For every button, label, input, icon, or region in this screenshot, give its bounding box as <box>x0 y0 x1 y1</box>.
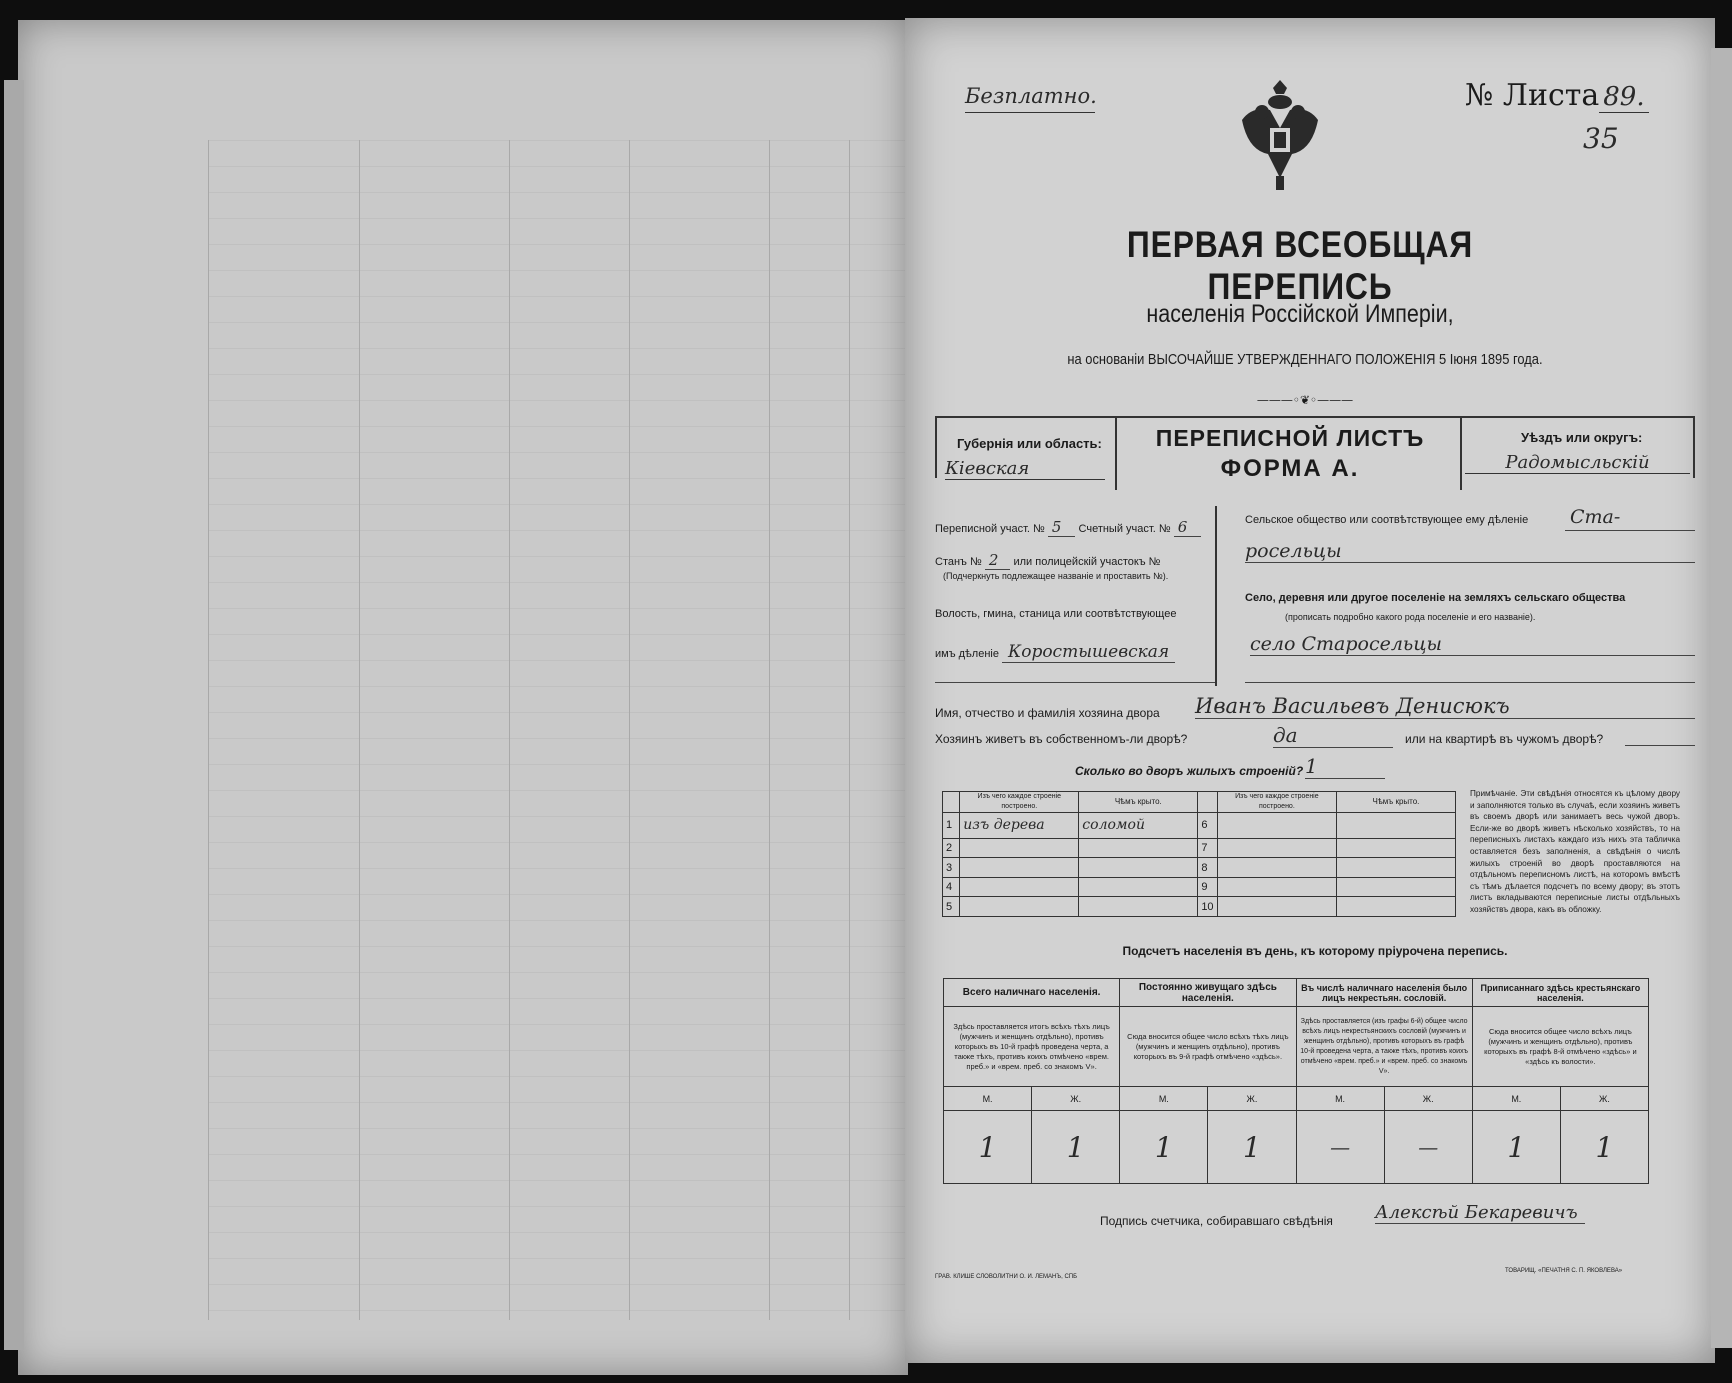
group-title: Постоянно живущаго здѣсь населенія. <box>1120 979 1296 1007</box>
row-number: 4 <box>943 877 960 897</box>
count-value: 1 <box>1032 1111 1120 1184</box>
male-label: М. <box>1472 1087 1560 1111</box>
left-page <box>18 20 908 1375</box>
table-row <box>943 877 1456 897</box>
table-row <box>943 838 1456 858</box>
female-label: Ж. <box>1032 1087 1120 1111</box>
group-title: Въ числѣ наличнаго населенія было лицъ некрестьян. сословій. <box>1296 979 1472 1007</box>
coat-of-arms-icon <box>1230 80 1330 192</box>
buildings-value: 1 <box>1305 754 1385 779</box>
male-label: М. <box>944 1087 1032 1111</box>
uezd-label: Уѣздъ или округъ: <box>1521 430 1643 445</box>
gubernia-label: Губернія или область: <box>957 436 1102 451</box>
village-note: (прописать подробно какого рода поселеніе и его названіе). <box>1285 612 1536 622</box>
built-value: изъ дерева <box>960 813 1079 839</box>
table-row <box>943 897 1456 917</box>
row-number: 5 <box>943 897 960 917</box>
box-edge <box>1460 418 1462 490</box>
gubernia-value: Кіевская <box>945 458 1105 480</box>
row-number: 9 <box>1198 877 1218 897</box>
note-text: Примѣчаніе. Эти свѣдѣнія относятся къ цѣлому двору и заполняются только въ случаѣ, если хозяинъ живетъ въ своемъ дворѣ или занимаетъ весь чужой дворъ. Если-же во дворѣ живетъ нѣсколько хозяйствъ, то на переписныхъ листахъ каждаго изъ нихъ эта табличка оставляется безъ заполненія, а свѣдѣнія о числѣ жилыхъ строеній во дворѣ проставляются на отдѣльномъ переписномъ листѣ, на которомъ вмѣстѣ съ тѣмъ дѣлается подсчетъ по всему двору; въ этотъ листъ вкладываются переписные листы отдѣльныхъ хозяйствъ двора, какъ въ обложку. <box>1470 789 1680 914</box>
ornament-divider: ———◦❦◦——— <box>1256 393 1354 407</box>
stan-label: Станъ № <box>935 556 982 568</box>
count-value: — <box>1384 1111 1472 1184</box>
rent-label: или на квартирѣ въ чужомъ дворѣ? <box>1405 732 1604 746</box>
society-value1: Ста- <box>1570 506 1621 528</box>
group-desc: Здѣсь проставляется (изъ графы 6-й) общее число всѣхъ лицъ некрестьянскихъ сословій (мужчинъ и женщинъ отдѣльно), противъ которыхъ въ графѣ 10-й проведена черта, а также тѣхъ, противъ коихъ отмѣчено «врем. преб.» и «врем. преб. со знакомъ V». <box>1296 1007 1472 1087</box>
buildings-label: Сколько во дворъ жилыхъ строеній? <box>1075 764 1304 778</box>
row-number: 2 <box>943 838 960 858</box>
printer-left: ГРАВ. КЛИШЕ СЛОВОЛИТНИ О. И. ЛЕМАНЪ, СПБ <box>935 1274 1078 1280</box>
table-row <box>943 858 1456 878</box>
police-label: или полицейскій участокъ № <box>1013 556 1161 568</box>
group-desc: Сюда вносится общее число всѣхъ тѣхъ лицъ (мужчинъ и женщинъ отдѣльно), противъ которыхъ въ 9-й графѣ отмѣчено «здѣсь». <box>1120 1007 1296 1087</box>
sheet-title: ПЕРЕПИСНОЙ ЛИСТЪ <box>1155 425 1425 451</box>
rule <box>1625 745 1695 746</box>
buildings-header-row <box>943 792 1456 813</box>
volost-label: Волость, гмина, станица или соотвѣтствующее <box>935 608 1177 620</box>
signature-value: Алексѣй Бекаревичъ <box>1375 1202 1585 1224</box>
rule <box>935 682 1215 683</box>
volost-value: Коростышевская <box>1002 642 1175 663</box>
society-label: Сельское общество или соотвѣтствующее ему дѣленіе <box>1245 514 1529 526</box>
free-underline <box>965 112 1095 113</box>
roof-value: соломой <box>1079 813 1198 839</box>
signature-label: Подпись счетчика, собиравшаго свѣдѣнія <box>1100 1214 1333 1228</box>
rule <box>1565 530 1695 531</box>
census-section <box>935 518 1201 536</box>
underline-note: (Подчеркнуть подлежащее названіе и проставить №). <box>943 571 1169 581</box>
box-edge <box>1115 418 1117 490</box>
count-section-label: Счетный участ. № <box>1078 523 1171 535</box>
population-mf-row <box>944 1087 1649 1111</box>
box-edge <box>935 418 937 478</box>
stan-field <box>935 551 1160 569</box>
volost-label2: имъ дѣленіе <box>935 648 999 660</box>
page-edge <box>4 80 24 1350</box>
village-label: Село, деревня или другое поселеніе на земляхъ сельскаго общества <box>1245 592 1626 604</box>
form-label: ФОРМА А. <box>1220 455 1360 482</box>
row-number: 10 <box>1198 897 1218 917</box>
population-table <box>943 978 1649 1184</box>
group-desc: Сюда вносится общее число всѣхъ лицъ (мужчинъ и женщинъ отдѣльно), противъ которыхъ въ графѣ 8-й отмѣчено «здѣсь» и «здѣсь къ волости». <box>1472 1007 1648 1087</box>
population-desc-row <box>944 1007 1649 1087</box>
archive-page-number: 35 <box>1583 122 1619 155</box>
census-section-value: 5 <box>1048 518 1076 537</box>
row-number: 3 <box>943 858 960 878</box>
owner-lives-value: да <box>1273 723 1393 748</box>
count-value: 1 <box>1120 1111 1208 1184</box>
col-roof-header: Чѣмъ крыто. <box>1336 792 1455 813</box>
table-row <box>943 813 1456 839</box>
group-title: Приписаннаго здѣсь крестьянскаго населенія. <box>1472 979 1648 1007</box>
sheet-number <box>1465 78 1649 113</box>
census-form-page <box>905 18 1715 1363</box>
row-number: 6 <box>1198 813 1218 839</box>
col-built-header: Изъ чего каждое строеніе построено. <box>960 792 1079 813</box>
page-stack-edge <box>1711 48 1732 1348</box>
owner-lives-label: Хозяинъ живетъ въ собственномъ-ли дворѣ? <box>935 732 1188 746</box>
faded-ruled-grid <box>208 140 909 1320</box>
count-value: — <box>1296 1111 1384 1184</box>
male-label: М. <box>1296 1087 1384 1111</box>
row-number: 8 <box>1198 858 1218 878</box>
population-heading: Подсчетъ населенія въ день, къ которому пріурочена перепись. <box>1122 944 1508 958</box>
volost-field <box>935 642 1175 662</box>
village-value: село Старосельцы <box>1250 633 1695 656</box>
count-value: 1 <box>1472 1111 1560 1184</box>
owner-name-label: Имя, отчество и фамилія хозяина двора <box>935 706 1160 720</box>
page-subtitle: населенія Россійской Имперіи, <box>1146 300 1454 328</box>
group-desc: Здѣсь проставляется итогъ всѣхъ тѣхъ лицъ (мужчинъ и женщинъ отдѣльно), противъ которыхъ въ 10-й графѣ проведена черта, а также тѣхъ, противъ коихъ отмѣчено «врем. преб.» и «врем. преб. со знакомъ V». <box>944 1007 1120 1087</box>
sheet-number-label: № Листа <box>1465 78 1600 113</box>
count-value: 1 <box>1208 1111 1296 1184</box>
population-title-row <box>944 979 1649 1007</box>
box-edge <box>1693 418 1695 478</box>
population-values-row <box>944 1111 1649 1184</box>
col-roof-header: Чѣмъ крыто. <box>1079 792 1198 813</box>
row-number: 7 <box>1198 838 1218 858</box>
female-label: Ж. <box>1384 1087 1472 1111</box>
female-label: Ж. <box>1208 1087 1296 1111</box>
uezd-value: Радомысльскій <box>1465 452 1690 474</box>
page-title: ПЕРВАЯ ВСЕОБЩАЯ ПЕРЕПИСЬ <box>1126 224 1474 307</box>
stan-value: 2 <box>985 551 1011 570</box>
group-title: Всего наличнаго населенія. <box>944 979 1120 1007</box>
buildings-table <box>942 791 1456 917</box>
printer-right: ТОВАРИЩ. «ПЕЧАТНЯ С. П. ЯКОВЛЕВА» <box>1505 1268 1623 1274</box>
sheet-number-value: 89. <box>1599 82 1648 113</box>
free-label: Безплатно. <box>965 84 1097 108</box>
rule <box>1245 682 1695 683</box>
field-divider <box>1215 506 1217 686</box>
count-value: 1 <box>944 1111 1032 1184</box>
male-label: М. <box>1120 1087 1208 1111</box>
female-label: Ж. <box>1560 1087 1648 1111</box>
owner-name-value: Иванъ Васильевъ Денисюкъ <box>1195 694 1695 719</box>
count-section-value: 6 <box>1174 518 1202 537</box>
row-number: 1 <box>943 813 960 839</box>
census-section-label: Переписной участ. № <box>935 523 1045 535</box>
count-value: 1 <box>1560 1111 1648 1184</box>
legal-basis: на основаніи ВЫСОЧАЙШЕ УТВЕРЖДЕННАГО ПОЛОЖЕНІЯ 5 Іюня 1895 года. <box>1067 351 1543 368</box>
col-built-header: Изъ чего каждое строеніе построено. <box>1217 792 1336 813</box>
society-value2: росельцы <box>1245 540 1695 563</box>
